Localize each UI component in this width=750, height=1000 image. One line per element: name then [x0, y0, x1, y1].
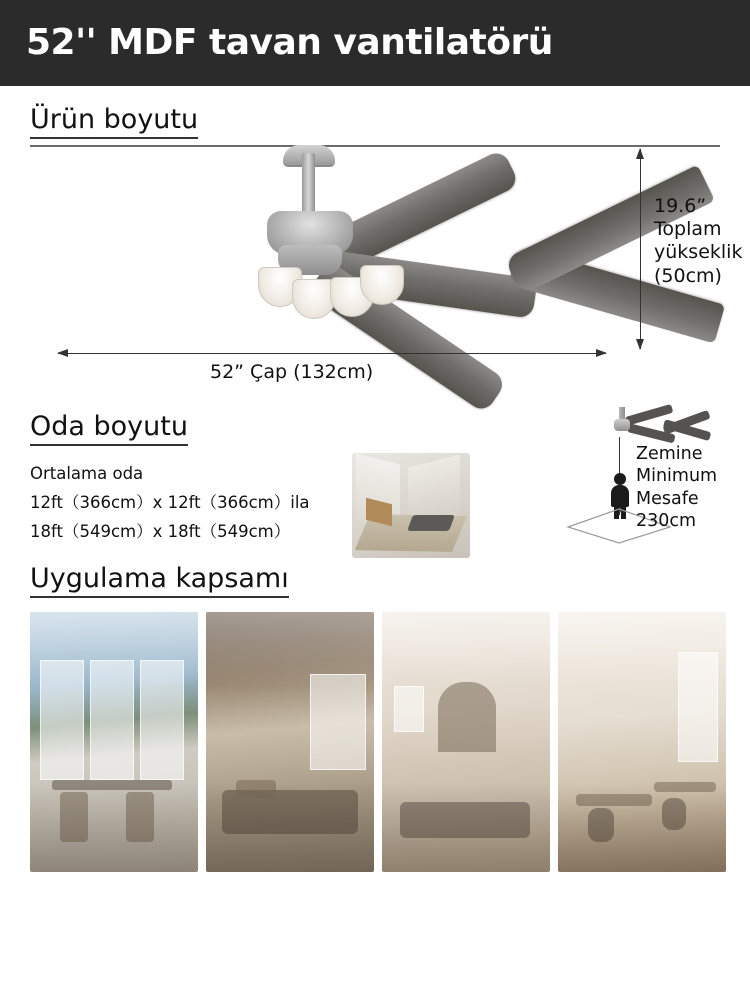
photo-window: [140, 660, 184, 780]
application-photo-office-lounge: [30, 612, 198, 872]
person-head: [614, 473, 626, 485]
application-scope-section: [0, 563, 750, 872]
photo-highlight: [382, 612, 550, 685]
clearance-line-2: Minimum: [636, 466, 718, 487]
product-size-section: [0, 86, 750, 395]
photo-fireplace: [438, 682, 496, 752]
application-photo-living-room: [382, 612, 550, 872]
photo-window: [310, 674, 366, 770]
width-dimension-arrow: [58, 353, 606, 354]
room-size-heading: Oda boyutu: [30, 411, 188, 446]
mini-fan-icon: [564, 407, 674, 441]
person-body: [611, 485, 629, 507]
height-line-4: (50cm): [654, 264, 722, 287]
ceiling-fan-illustration: [30, 145, 590, 365]
photo-shadow: [382, 783, 550, 871]
fan-downrod: [302, 153, 315, 215]
room-size-section: [0, 401, 750, 547]
room-illustration: [352, 453, 470, 558]
mini-fan-hub: [614, 419, 630, 431]
clearance-line-1: Zemine: [636, 444, 703, 465]
fan-dimension-diagram: [30, 145, 743, 395]
photo-window: [90, 660, 134, 780]
application-photo-loft-bedroom: [206, 612, 374, 872]
page-title: 52'' MDF tavan vantilatörü: [26, 22, 553, 63]
application-photo-cafe-dining: [558, 612, 726, 872]
height-dimension-label: [654, 195, 742, 288]
photo-shadow: [558, 783, 726, 871]
photo-shadow: [30, 783, 198, 871]
floor-clearance-diagram: [524, 401, 734, 561]
product-size-heading: Ürün boyutu: [30, 104, 198, 139]
room-line-3: 18ft（549cm）x 18ft（549cm）: [30, 521, 291, 541]
photo-window: [394, 686, 424, 732]
clearance-label: [636, 443, 717, 533]
application-photo-gallery: [30, 612, 750, 872]
photo-window: [678, 652, 718, 762]
clearance-line-3: Mesafe: [636, 488, 699, 509]
height-dimension-arrow: [640, 149, 641, 349]
clearance-line-4: 230cm: [636, 511, 697, 532]
height-line-3: yükseklik: [654, 241, 743, 264]
room-line-2: 12ft（366cm）x 12ft（366cm）ila: [30, 492, 310, 512]
photo-shadow: [206, 783, 374, 871]
room-line-1: Ortalama oda: [30, 464, 144, 484]
height-line-1: 19.6”: [654, 195, 707, 218]
width-dimension-label: 52” Çap (132cm): [210, 361, 374, 384]
page-header: [0, 0, 750, 86]
photo-window: [40, 660, 84, 780]
room-sofa: [407, 515, 455, 531]
application-scope-heading: Uygulama kapsamı: [30, 563, 289, 598]
height-line-2: Toplam: [654, 218, 722, 241]
